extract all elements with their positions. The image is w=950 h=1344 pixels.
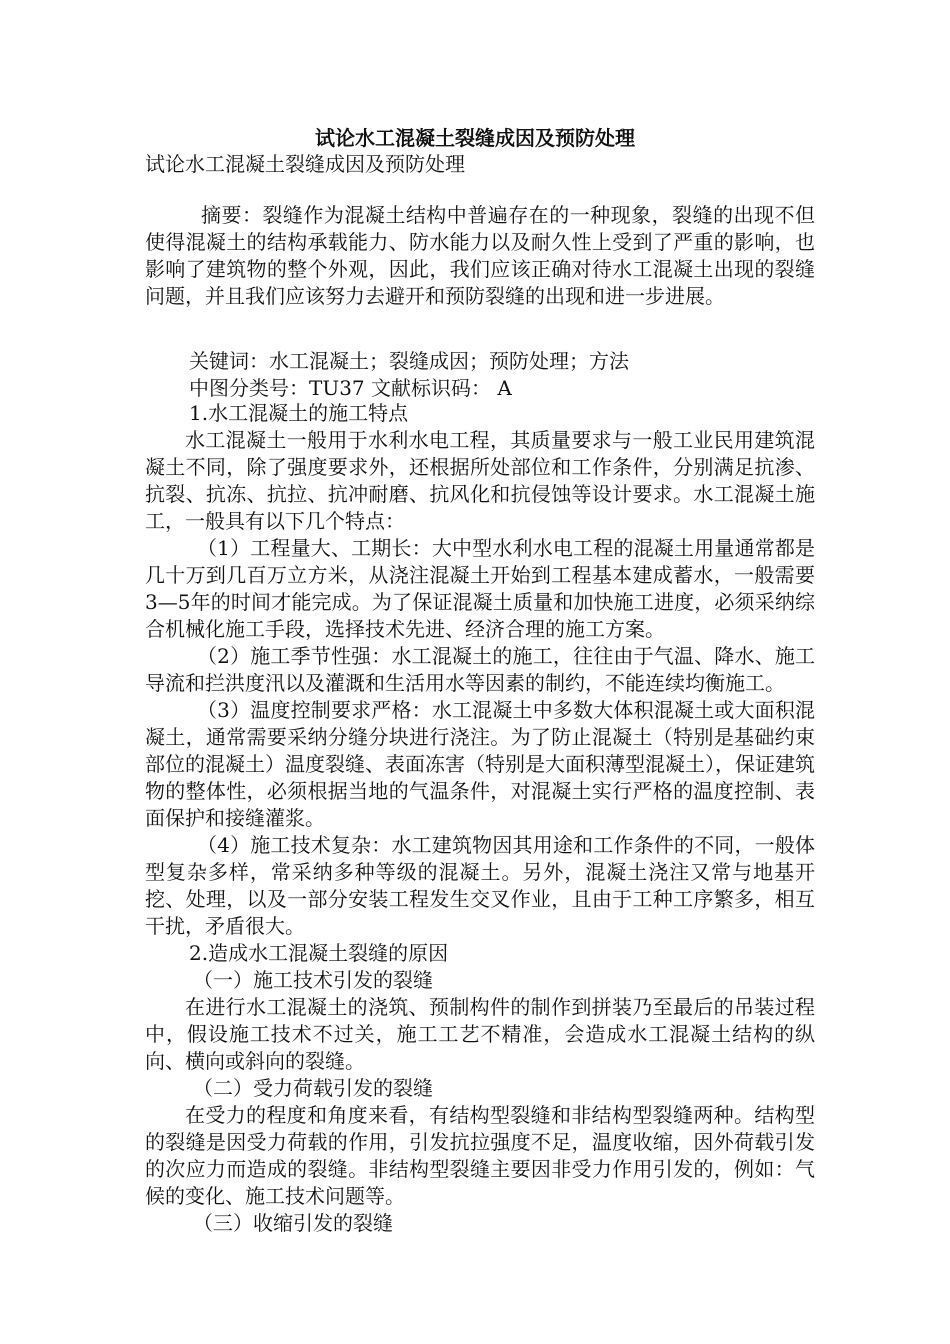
subsection-2-heading: （二）受力荷载引发的裂缝 <box>193 1076 433 1100</box>
subsection-1-text: 在进行水工混凝土的浇筑、预制构件的制作到拼装乃至最后的吊装过程中，假设施工技术不过关，施工工艺不精准，会造成水工混凝土结构的纵向、横向或斜向的裂缝。 <box>145 995 815 1073</box>
feature-point-3: （3）温度控制要求严格：水工混凝土中多数大体积混凝土或大面积混凝土，通常需要采纳分缝分块进行浇注。为了防止混凝土（特别是基础约束部位的混凝土）温度裂缝、表面冻害（特别是大面积薄型混凝土），保证建筑物的整体性，必须根据当地的气温条件，对混凝土实行严格的温度控制、表面保护和接缝灌浆。 <box>145 698 815 830</box>
document-title: 试论水工混凝土裂缝成因及预防处理 <box>315 126 635 150</box>
feature-point-4: （4）施工技术复杂：水工建筑物因其用途和工作条件的不同，一般体型复杂多样，常采纳多种等级的混凝土。另外，混凝土浇注又常与地基开挖、处理，以及一部分安装工程发生交叉作业，且由于工种工序繁多，相互干扰，矛盾很大。 <box>145 833 815 938</box>
section-1-intro: 水工混凝土一般用于水利水电工程，其质量要求与一般工业民用建筑混凝土不同，除了强度要求外，还根据所处部位和工作条件，分别满足抗渗、抗裂、抗冻、抗拉、抗冲耐磨、抗风化和抗侵蚀等设计要求。水工混凝土施工，一般具有以下几个特点： <box>145 428 815 533</box>
metadata-block <box>145 348 815 402</box>
subsection-2-text: 在受力的程度和角度来看，有结构型裂缝和非结构型裂缝两种。结构型的裂缝是因受力荷载的作用，引发抗拉强度不足，温度收缩，因外荷载引发的次应力而造成的裂缝。非结构型裂缝主要因非受力作用引发的，例如：气候的变化、施工技术问题等。 <box>145 1103 815 1208</box>
feature-point-2: （2）施工季节性强：水工混凝土的施工，往往由于气温、降水、施工导流和拦洪度汛以及灌溉和生活用水等因素的制约，不能连续均衡施工。 <box>145 644 815 695</box>
section-2-heading: 2.造成水工混凝土裂缝的原因 <box>189 941 449 965</box>
section-1-heading: 1.水工混凝土的施工特点 <box>189 401 409 425</box>
feature-point-1: （1）工程量大、工期长：大中型水利水电工程的混凝土用量通常都是几十万到几百万立方米，从浇注混凝土开始到工程基本建成蓄水，一般需要3—5年的时间才能完成。为了保证混凝土质量和加快施工进度，必须采纳综合机械化施工手段，选择技术先进、经济合理的施工方案。 <box>145 536 815 641</box>
subsection-1-heading: （一）施工技术引发的裂缝 <box>193 968 433 992</box>
subsection-3-heading: （三）收缩引发的裂缝 <box>193 1211 393 1235</box>
classification-line: 中图分类号：TU37 文献标识码： A <box>189 376 512 400</box>
keywords-line: 关键词：水工混凝土；裂缝成因；预防处理；方法 <box>189 349 629 373</box>
document-subtitle: 试论水工混凝土裂缝成因及预防处理 <box>145 152 465 176</box>
body-text <box>145 400 815 1237</box>
abstract-paragraph: 摘要：裂缝作为混凝土结构中普遍存在的一种现象，裂缝的出现不但使得混凝土的结构承载能力、防水能力以及耐久性上受到了严重的影响，也影响了建筑物的整个外观，因此，我们应该正确对待水工混凝土出现的裂缝问题，并且我们应该努力去避开和预防裂缝的出现和进一步进展。 <box>145 203 815 308</box>
